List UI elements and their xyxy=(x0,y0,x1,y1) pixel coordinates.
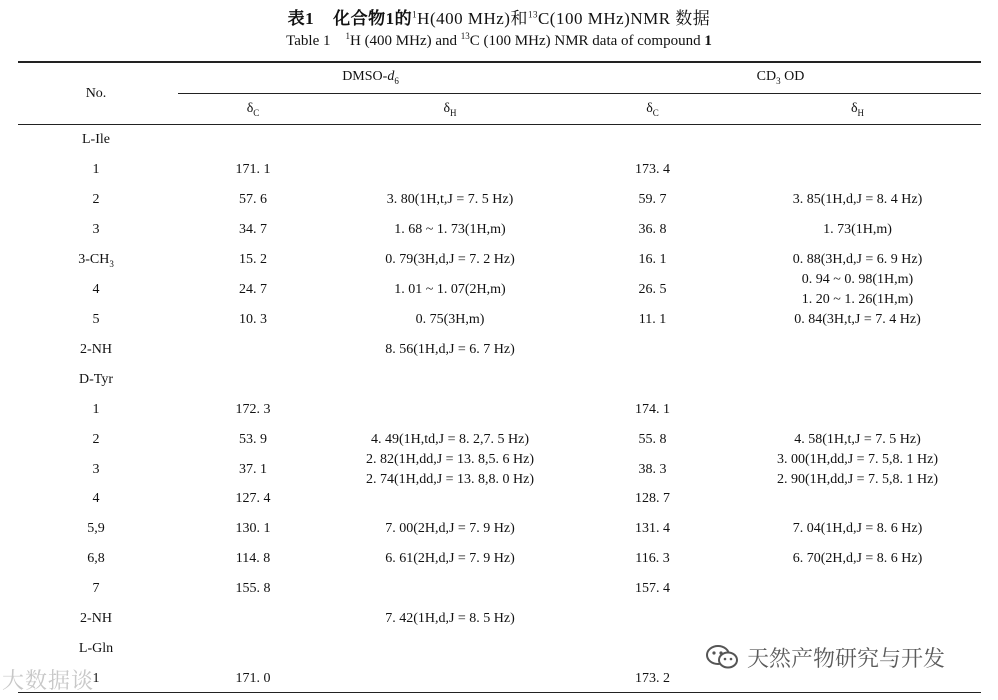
table-row-no: 5,9 xyxy=(87,521,105,536)
table-cell-dh2: 0. 84(3H,t,J = 7. 4 Hz) xyxy=(794,312,921,327)
table-cell-dc1: 53. 9 xyxy=(239,432,267,447)
table-row-no: D-Tyr xyxy=(78,372,113,387)
header-rule xyxy=(18,124,981,125)
table-cell-dc1: 130. 1 xyxy=(235,521,271,536)
table-cell-dh1: 3. 80(1H,t,J = 7. 5 Hz) xyxy=(386,192,514,207)
watermark-left: 大数据谈 xyxy=(2,669,95,694)
table-row-no: 1 xyxy=(92,402,100,417)
table-cell-dc2: 11. 1 xyxy=(638,312,667,327)
table-cell-dh2: 3. 00(1H,dd,J = 7. 5,8. 1 Hz) xyxy=(776,452,939,467)
table-cell-dc1: 15. 2 xyxy=(239,252,267,267)
table-cell-dc1: 172. 3 xyxy=(235,402,271,417)
table-row-no: 7 xyxy=(92,581,100,596)
table-cell-dh1: 1. 01 ~ 1. 07(2H,m) xyxy=(394,282,506,297)
solvent-rule xyxy=(178,93,981,94)
table-caption-en: Table 1 $^1$H (400 MHz) and $^{13}$C (100 MHz) NMR data of compound 1 xyxy=(286,31,712,49)
watermark-right: 天然产物研究与开发 xyxy=(705,640,945,674)
table-row-no: 3 xyxy=(92,222,100,237)
table-cell-dc2: 173. 4 xyxy=(635,162,670,177)
table-cell-dc2: 59. 7 xyxy=(638,192,667,207)
table-cell-dh1-line2: 2. 74(1H,dd,J = 13. 8,8. 0 Hz) xyxy=(365,472,535,487)
table-row-no: L-Ile xyxy=(82,132,110,147)
bottom-rule xyxy=(18,692,981,693)
table-cell-dc1: 171. 1 xyxy=(235,162,271,177)
table-cell-dh2: 0. 88(3H,d,J = 6. 9 Hz) xyxy=(792,252,923,267)
table-row-no: L-Gln xyxy=(78,641,114,656)
table-cell-dh2-line2: 1. 20 ~ 1. 26(1H,m) xyxy=(801,292,914,307)
table-cell-dc2: 55. 8 xyxy=(638,432,667,447)
table-cell-dc2: 36. 8 xyxy=(638,222,667,237)
column-header-dc-cd3od: $\delta_C$ xyxy=(646,101,659,118)
table-cell-dc1: 34. 7 xyxy=(239,222,267,237)
table-cell-dc1: 37. 1 xyxy=(239,462,267,477)
table-cell-dh2: 1. 73(1H,m) xyxy=(823,222,892,237)
column-header-dc-dmso: $\delta_C$ xyxy=(246,101,260,118)
table-cell-dc2: 131. 4 xyxy=(635,521,670,536)
table-row-no: 4 xyxy=(92,491,100,506)
table-cell-dh1: 4. 49(1H,td,J = 8. 2,7. 5 Hz) xyxy=(371,432,529,447)
table-cell-dc1: 24. 7 xyxy=(239,282,267,297)
table-cell-dc2: 38. 3 xyxy=(638,462,667,477)
table-cell-dc1: 10. 3 xyxy=(239,312,267,327)
table-cell-dh1: 7. 00(2H,d,J = 7. 9 Hz) xyxy=(385,521,515,536)
table-row-no: 6,8 xyxy=(87,551,105,566)
table-caption-cn: 表1 化合物1的$^1$H(400 MHz)和$^{13}$C(100 MHz)NMR 数据 xyxy=(287,9,711,28)
table-cell-dc1: 114. 8 xyxy=(235,551,271,566)
table-cell-dc1: 171. 0 xyxy=(235,671,271,686)
table-cell-dh1: 0. 75(3H,m) xyxy=(415,312,485,327)
table-row-no: 2 xyxy=(92,432,100,447)
table-cell-dc1: 57. 6 xyxy=(239,192,267,207)
table-cell-dh2: 6. 70(2H,d,J = 8. 6 Hz) xyxy=(792,551,923,566)
table-row-no: 4 xyxy=(92,282,100,297)
column-header-dmso: DMSO-$d_6$ xyxy=(342,69,399,86)
table-row-no: $3-CH_3$ xyxy=(78,252,114,269)
column-header-no: No. xyxy=(85,86,107,101)
table-row-no: 1 xyxy=(92,671,100,686)
wechat-icon xyxy=(705,643,739,671)
column-header-cd3od: $CD_3$ OD xyxy=(756,69,805,86)
table-cell-dh1: 0. 79(3H,d,J = 7. 2 Hz) xyxy=(385,252,515,267)
table-cell-dc2: 174. 1 xyxy=(635,402,670,417)
table-cell-dh2: 0. 94 ~ 0. 98(1H,m) xyxy=(801,272,914,287)
column-header-dh-dmso: $\delta_H$ xyxy=(443,101,457,118)
table-cell-dc2: 173. 2 xyxy=(635,671,670,686)
table-cell-dh1: 1. 68 ~ 1. 73(1H,m) xyxy=(394,222,506,237)
table-cell-dc2: 128. 7 xyxy=(635,491,670,506)
table-cell-dc2: 16. 1 xyxy=(638,252,667,267)
table-cell-dh1: 8. 56(1H,d,J = 6. 7 Hz) xyxy=(385,342,515,357)
table-cell-dc2: 157. 4 xyxy=(635,581,670,596)
table-row-no: 1 xyxy=(92,162,100,177)
column-header-dh-cd3od: $\delta_H$ xyxy=(850,101,865,118)
table-cell-dh2-line2: 2. 90(1H,dd,J = 7. 5,8. 1 Hz) xyxy=(776,472,939,487)
table-row-no: 2-NH xyxy=(80,611,112,626)
table-cell-dh2: 7. 04(1H,d,J = 8. 6 Hz) xyxy=(792,521,923,536)
table-cell-dc2: 26. 5 xyxy=(638,282,667,297)
table-cell-dh1: 2. 82(1H,dd,J = 13. 8,5. 6 Hz) xyxy=(365,452,535,467)
table-row-no: 3 xyxy=(92,462,100,477)
table-cell-dh2: 3. 85(1H,d,J = 8. 4 Hz) xyxy=(792,192,923,207)
top-rule xyxy=(18,61,981,63)
table-row-no: 5 xyxy=(92,312,100,327)
table-row-no: 2 xyxy=(92,192,100,207)
table-cell-dh1: 6. 61(2H,d,J = 7. 9 Hz) xyxy=(385,551,515,566)
table-cell-dc1: 127. 4 xyxy=(235,491,271,506)
table-cell-dh1: 7. 42(1H,d,J = 8. 5 Hz) xyxy=(385,611,515,626)
table-cell-dc2: 116. 3 xyxy=(635,551,670,566)
table-cell-dh2: 4. 58(1H,t,J = 7. 5 Hz) xyxy=(794,432,921,447)
table-cell-dc1: 155. 8 xyxy=(235,581,271,596)
table-row-no: 2-NH xyxy=(80,342,112,357)
